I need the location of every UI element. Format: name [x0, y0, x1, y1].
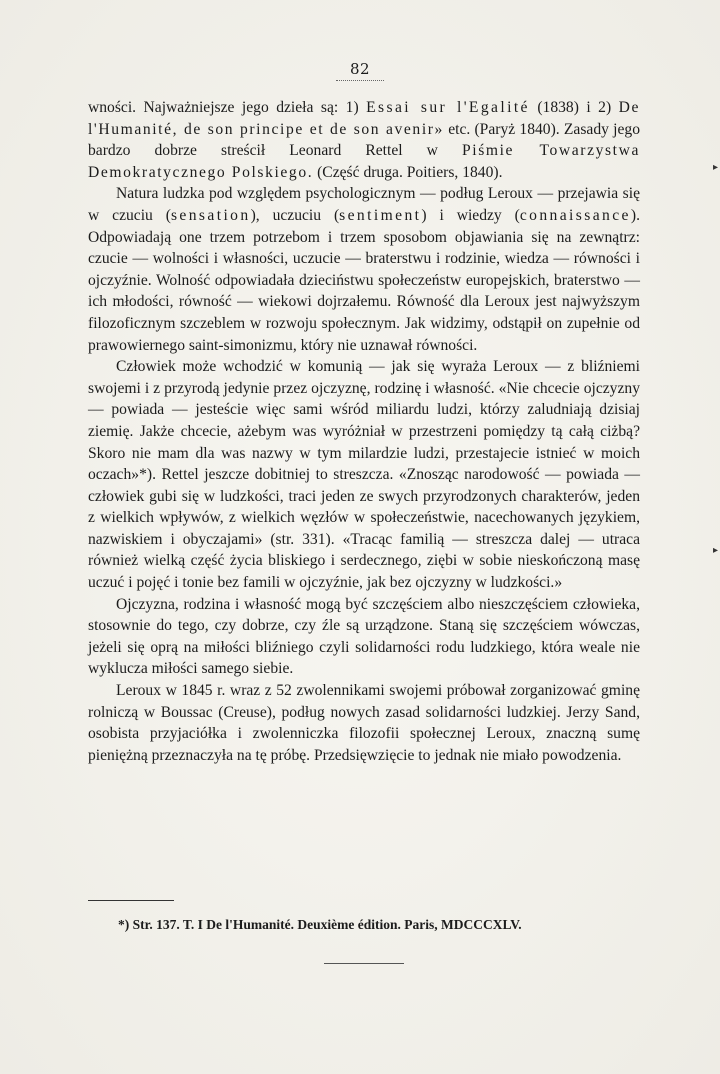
body-text	[88, 97, 640, 766]
page-number	[0, 60, 720, 78]
paragraph	[88, 356, 640, 594]
end-rule	[324, 963, 404, 964]
footnote: *) Str. 137. T. I De l'Humanité. Deuxième édition. Paris, MDCCCXLV.	[118, 917, 522, 932]
text-segment: Człowiek może wchodzić w komunią — jak się wyraża Leroux — z bliźniemi swojemi i z przyrodą jedynie przez ojczyznę, rodzinę i własność. «Nie chcecie ojczyzny — powiada — jesteście więc sami wśród miliardu ludzi, którzy zaludniają dzisiaj ziemię. Jakże chcecie, ażebym was wyróżniał w przestrzeni pomiędzy tą całą ciżbą? Skoro nie mam dla was nazwy w tym milardzie ludzi, przestajecie istnieć w moich oczach»*). Rettel jeszcze dobitniej to streszcza. «Znosząc narodowość — powiada — człowiek gubi się w ludzkości, traci jeden ze swych przyrodzonych charakterów, jeden z wielkich wpływów, z wielkich węzłów w społeczeństwie, nacechowanych językiem, nazwiskiem i obyczajami» (str. 331). «Tracąc familią — streszcza dalej — utraca również wielką część życia bliskiego i serdecznego, ziębi w sobie nieskończoną masę uczuć i pojęć i tonie bez famili w ojczyźnie, jak bez ojczyzny w ludzkości.»	[88, 358, 640, 592]
page-number-value: 82	[336, 60, 384, 81]
text-segment: Natura ludzka pod względem psychologicznym — podług Leroux — przejawia się w czuciu (	[88, 185, 640, 224]
spaced-emphasis: Essai sur l'Egalité	[366, 99, 530, 116]
spaced-emphasis: Piśmie Towarzystwa Demokratycznego Polskiego.	[88, 142, 640, 181]
text-segment: (Część druga. Poitiers, 1840).	[313, 163, 503, 181]
footnote-separator	[88, 900, 174, 901]
paragraph	[88, 97, 640, 183]
paragraph	[88, 680, 640, 766]
text-segment: wności. Najważniejsze jego dzieła są: 1)	[88, 99, 367, 116]
paragraph	[88, 183, 640, 356]
spaced-emphasis: connaissance	[519, 206, 631, 224]
paragraph	[88, 594, 640, 680]
text-segment: Leroux w 1845 r. wraz z 52 zwolennikami swojemi próbował zorganizować gminę rolniczą w Boussac (Creuse), podług nowych zasad solidarności ludzkiej. Jerzy Sand, osobista przyjaciółka i zwolenniczka filozofii społecznej Leroux, znaczną sumę pieniężną przeznaczyła na tę próbę. Przedsięwzięcie to jednak nie miało powodzenia.	[88, 682, 640, 764]
text-segment: ), uczuciu (	[250, 206, 340, 224]
spaced-emphasis: sensation	[170, 206, 251, 224]
edge-mark: ▸	[712, 162, 718, 173]
spaced-emphasis: De l'Humanité, de son principe et de son avenir»	[88, 99, 640, 138]
edge-mark: ▸	[712, 545, 718, 556]
spaced-emphasis: sentiment	[339, 206, 422, 224]
text-segment: ) i wiedzy (	[421, 206, 520, 224]
text-segment: (1838) i 2)	[529, 99, 619, 116]
text-segment: etc. (Paryż 1840). Zasady jego bardzo dobrze streścił Leonard Rettel w	[88, 120, 641, 160]
text-segment: ). Odpowiadają one trzem potrzebom i trzem sposobom objawiania się na zewnątrz: czucie — wolności i własności, uczucie — braterstwu i rodzinie, wiedza — równości i ojczyźnie. Wolność odpowiadała dzieciństwu społeczeństw europejskich, braterstwo — ich młodości, równość — wiekowi dojrzałemu. Równość dla Leroux jest najwyższym filozoficznym szczeblem w rozwoju społecznym. Jak widzimy, odstąpił on zupełnie od prawowiernego saint-simonizmu, który nie uznawał równości.	[88, 206, 640, 354]
text-segment: Ojczyzna, rodzina i własność mogą być szczęściem albo nieszczęściem człowieka, stosownie do tego, czy dobrze, czy źle są urządzone. Staną się szczęściem wówczas, jeżeli się oprą na miłości bliźniego czyli solidarności rodu ludzkiego, która weale nie wyklucza miłości samego siebie.	[88, 595, 640, 678]
